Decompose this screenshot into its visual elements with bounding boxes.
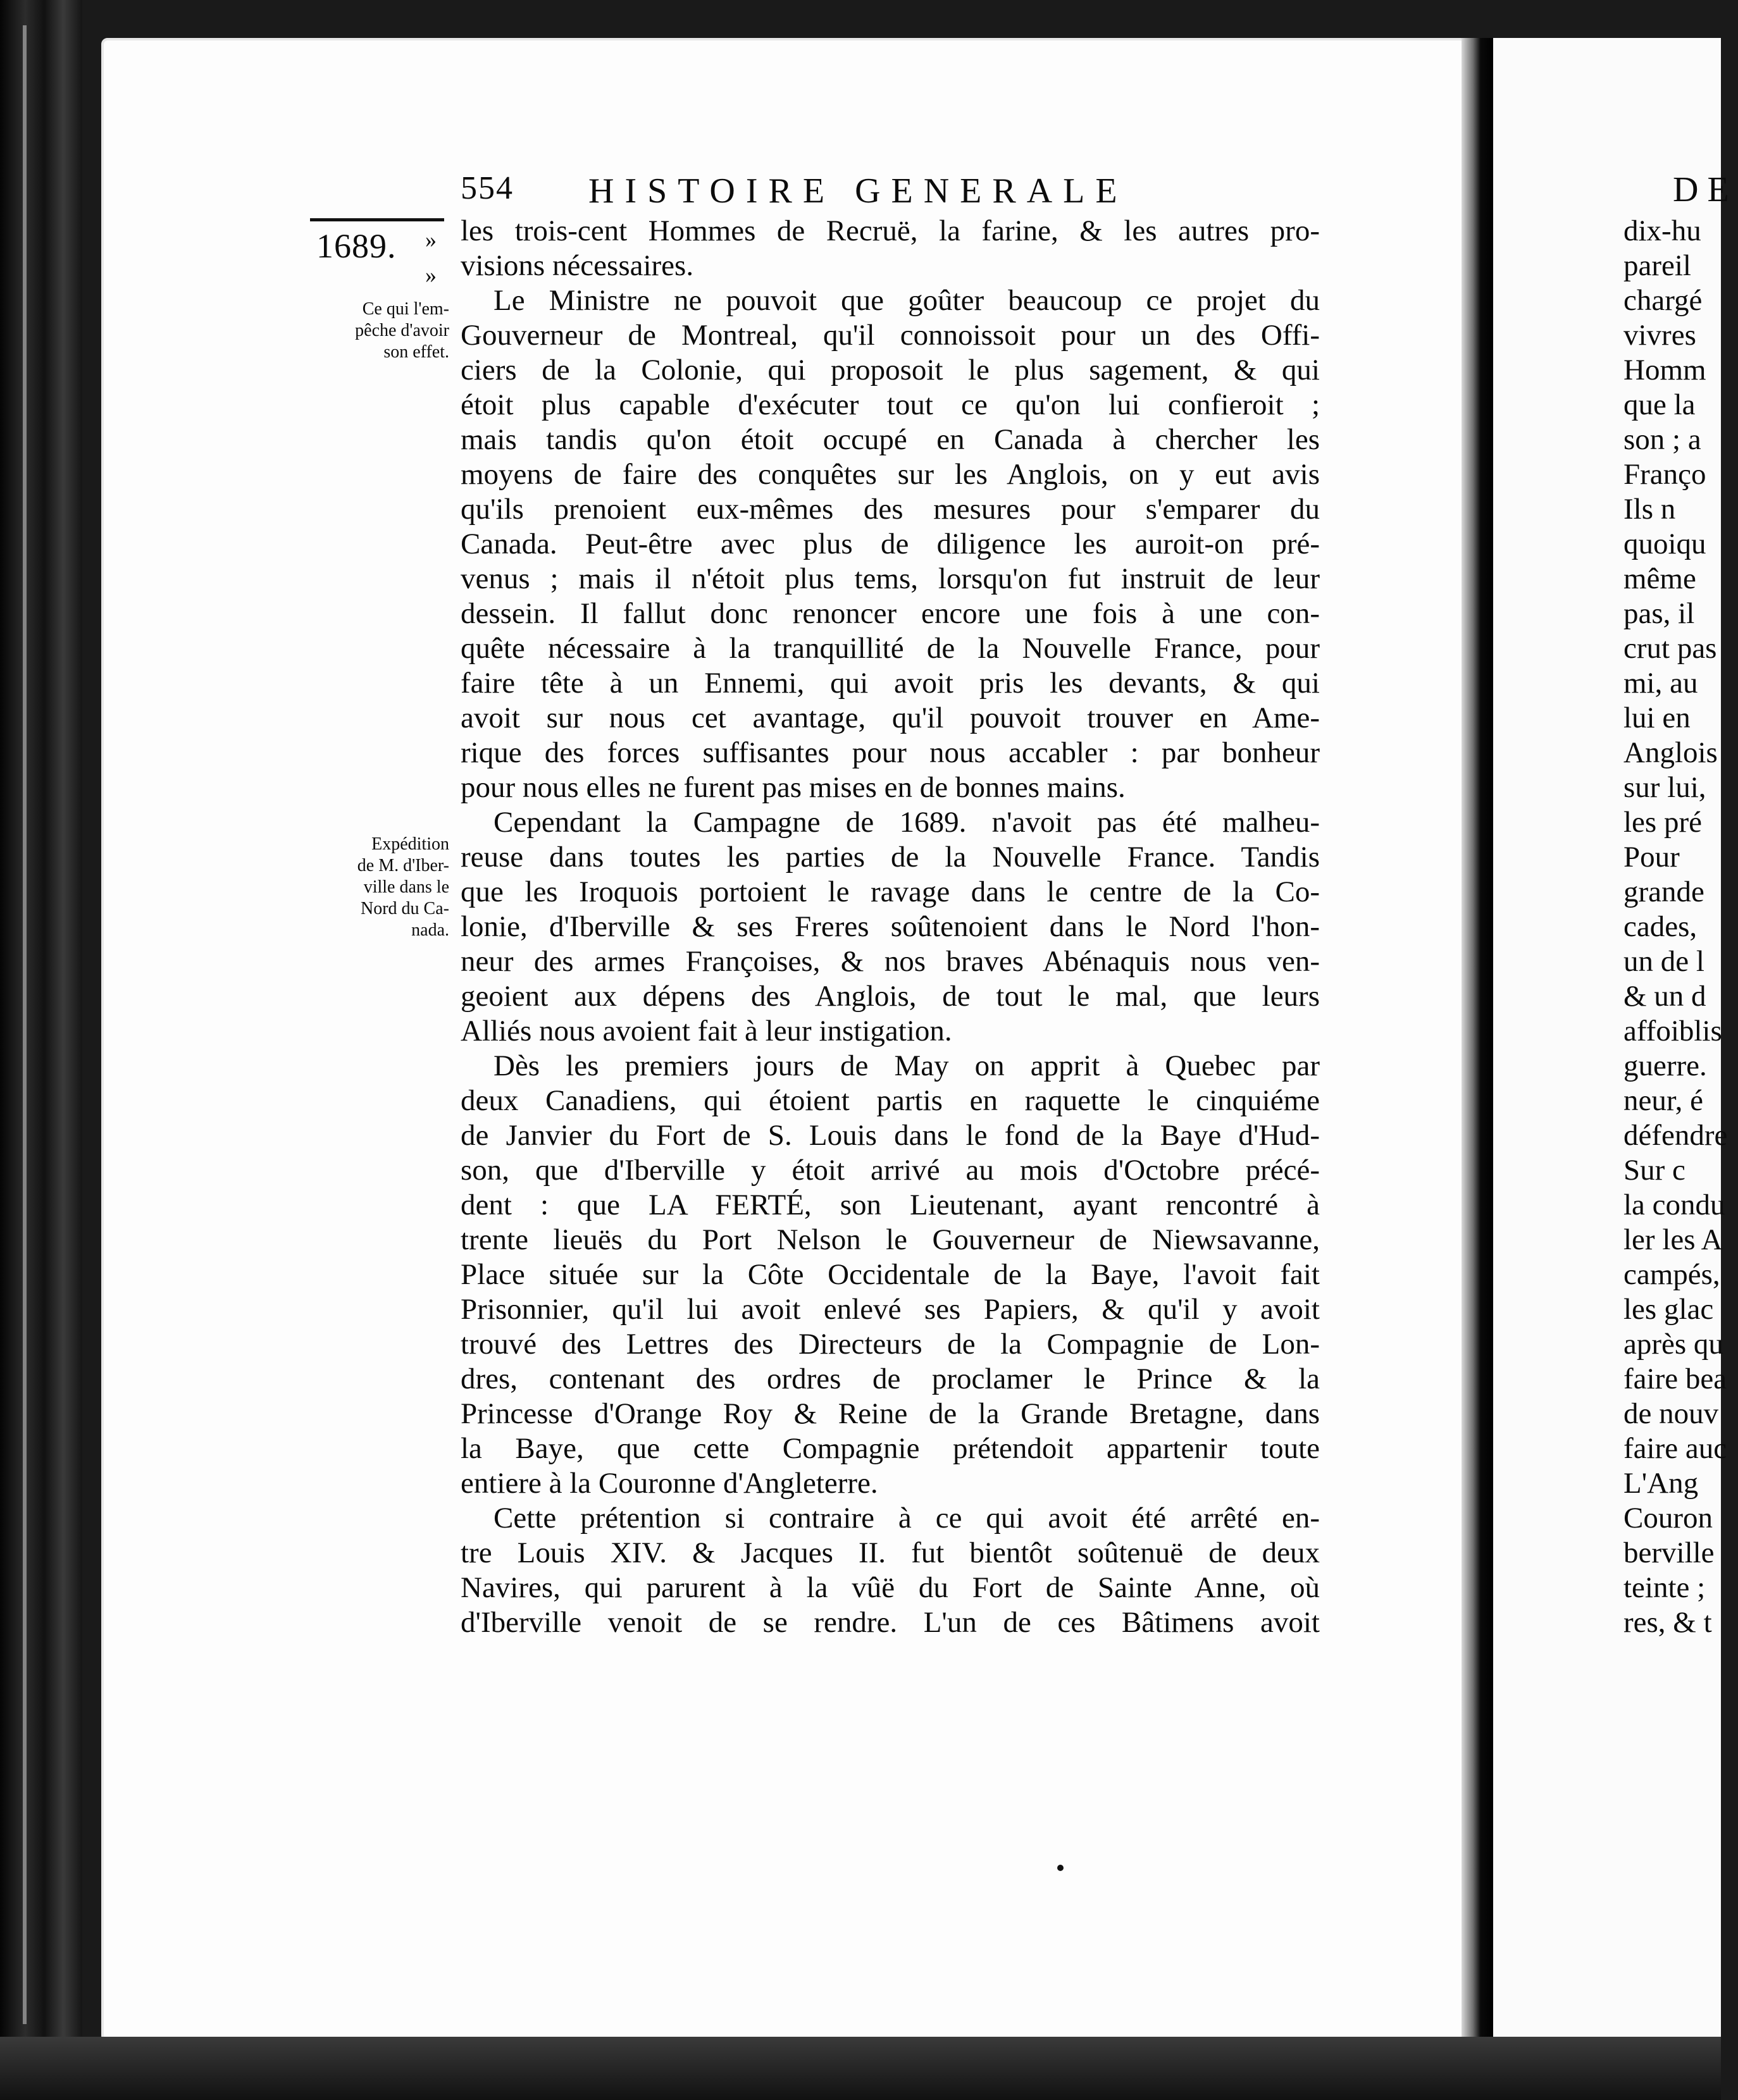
text-line: guerre. [1623, 1049, 1707, 1082]
text-line: que les Iroquois portoient le ravage dans le centre de la Co- [461, 875, 1320, 908]
side-note: Expédition de M. d'Iber- ville dans le Nord du Ca- nada. [357, 834, 449, 940]
text-line: Prisonnier, qu'il lui avoit enlevé ses Papiers, & qu'il y avoit [461, 1293, 1320, 1326]
text-line: geoient aux dépens des Anglois, de tout le mal, que leurs [461, 980, 1320, 1013]
text-line: dent : que LA FERTÉ, son Lieutenant, ayant rencontré à [461, 1189, 1320, 1221]
text-line: Le Ministre ne pouvoit que goûter beaucoup ce projet du [493, 284, 1320, 317]
text-line: Franço [1623, 458, 1706, 491]
text-line: Gouverneur de Montreal, qu'il connoissoit pour un des Offi- [461, 319, 1320, 352]
text-line: res, & t [1623, 1606, 1712, 1639]
text-line: avoit sur nous cet avantage, qu'il pouvoit trouver en Ame- [461, 701, 1320, 734]
text-line: que la [1623, 388, 1696, 421]
text-line: dres, contenant des ordres de proclamer le Prince & la [461, 1362, 1320, 1395]
text-line: lonie, d'Iberville & ses Freres soûtenoient dans le Nord l'hon- [461, 910, 1320, 943]
text-line: mais tandis qu'on étoit occupé en Canada à chercher les [461, 423, 1320, 456]
text-line: les pré [1623, 806, 1702, 839]
text-line: pour nous elles ne furent pas mises en de bonnes mains. [461, 771, 1126, 804]
bottom-edge-shadow [0, 2037, 1721, 2100]
text-line: Homm [1623, 354, 1706, 386]
text-line: visions nécessaires. [461, 249, 694, 282]
text-line: & un d [1623, 980, 1706, 1013]
text-line: Princesse d'Orange Roy & Reine de la Grande Bretagne, dans [461, 1397, 1320, 1430]
text-line: ler les A [1623, 1223, 1723, 1256]
text-line: faire tête à un Ennemi, qui avoit pris les devants, & qui [461, 667, 1320, 700]
quote-mark: » [425, 227, 437, 252]
side-note: Ce qui l'em- pêche d'avoir son effet. [355, 299, 449, 362]
text-line: les glac [1623, 1293, 1714, 1326]
margin-year: 1689. [316, 227, 397, 265]
text-line: les trois-cent Hommes de Recruë, la farine, & les autres pro- [461, 214, 1320, 247]
text-line: même [1623, 562, 1696, 595]
text-line: deux Canadiens, qui étoient partis en raquette le cinquiéme [461, 1084, 1320, 1117]
body-text [461, 214, 1320, 1640]
text-line: Ils n [1623, 493, 1676, 526]
text-line: qu'ils prenoient eux-mêmes des mesures pour s'emparer du [461, 493, 1320, 526]
text-line: trente lieuës du Port Nelson le Gouverneur de Niewsavanne, [461, 1223, 1320, 1256]
text-line: un de l [1623, 945, 1704, 978]
text-line: reuse dans toutes les parties de la Nouvelle France. Tandis [461, 841, 1320, 874]
text-line: dix-hu [1623, 214, 1701, 247]
text-line: tre Louis XIV. & Jacques II. fut bientôt soûtenuë de deux [461, 1536, 1320, 1569]
text-line: pareil [1623, 249, 1691, 282]
text-line: L'Ang [1623, 1467, 1699, 1500]
right-page-text [1623, 214, 1728, 1640]
text-line: teinte ; [1623, 1571, 1706, 1604]
text-line: quoiqu [1623, 528, 1706, 560]
text-line: Canada. Peut-être avec plus de diligence les auroit-on pré- [461, 528, 1320, 560]
text-line: entiere à la Couronne d'Angleterre. [461, 1467, 878, 1500]
text-line: Couron [1623, 1502, 1713, 1535]
text-line: venus ; mais il n'étoit plus tems, lorsqu'on fut instruit de leur [461, 562, 1320, 595]
text-line: son ; a [1623, 423, 1701, 456]
text-line: dessein. Il fallut donc renoncer encore une fois à une con- [461, 597, 1320, 630]
book-binding [0, 0, 82, 2100]
text-line: faire bea [1623, 1362, 1727, 1395]
page-number: 554 [461, 170, 514, 206]
text-line: la Baye, que cette Compagnie prétendoit appartenir toute [461, 1432, 1320, 1465]
text-line: son, que d'Iberville y étoit arrivé au mois d'Octobre précé- [461, 1154, 1320, 1187]
text-line: Place située sur la Côte Occidentale de la Baye, l'avoit fait [461, 1258, 1320, 1291]
text-line: Navires, qui parurent à la vûë du Fort de Sainte Anne, où [461, 1571, 1320, 1604]
text-line: défendre [1623, 1119, 1728, 1152]
text-line: sur lui, [1623, 771, 1706, 804]
text-line: neur, é [1623, 1084, 1703, 1117]
text-line: d'Iberville venoit de se rendre. L'un de ces Bâtimens avoit [461, 1606, 1320, 1639]
text-line: étoit plus capable d'exécuter tout ce qu'on lui confieroit ; [461, 388, 1320, 421]
binding-highlight [23, 25, 27, 2024]
quote-mark: » [425, 262, 437, 288]
text-line: Sur c [1623, 1154, 1685, 1187]
text-line: la condu [1623, 1189, 1725, 1221]
page-gutter [1462, 38, 1493, 2037]
text-line: de Janvier du Fort de S. Louis dans le fond de la Baye d'Hud- [461, 1119, 1320, 1152]
text-line: chargé [1623, 284, 1703, 317]
text-line: trouvé des Lettres des Directeurs de la Compagnie de Lon- [461, 1328, 1320, 1361]
text-line: Dès les premiers jours de May on apprit à Quebec par [493, 1049, 1320, 1082]
text-line: Cette prétention si contraire à ce qui avoit été arrêté en- [493, 1502, 1320, 1535]
text-line: Pour [1623, 841, 1680, 874]
text-line: cades, [1623, 910, 1698, 943]
text-line: après qu [1623, 1328, 1723, 1361]
text-line: affoiblis [1623, 1015, 1722, 1047]
text-line: campés, [1623, 1258, 1720, 1291]
running-title: HISTOIRE GENERALE [588, 171, 1128, 211]
text-line: quête nécessaire à la tranquillité de la Nouvelle France, pour [461, 632, 1320, 665]
text-line: Alliés nous avoient fait à leur instigation. [461, 1015, 952, 1047]
right-page-head: DE [1673, 170, 1738, 209]
text-line: rique des forces suffisantes pour nous accabler : par bonheur [461, 736, 1320, 769]
text-line: mi, au [1623, 667, 1698, 700]
text-line: neur des armes Françoises, & nos braves Abénaquis nous ven- [461, 945, 1320, 978]
text-line: lui en [1623, 701, 1691, 734]
text-line: ciers de la Colonie, qui proposoit le plus sagement, & qui [461, 354, 1320, 386]
ink-dot [1057, 1865, 1064, 1871]
text-line: vivres [1623, 319, 1696, 352]
text-line: crut pas [1623, 632, 1717, 665]
text-line: berville [1623, 1536, 1715, 1569]
text-line: pas, il [1623, 597, 1695, 630]
text-line: grande [1623, 875, 1704, 908]
text-line: faire auc [1623, 1432, 1727, 1465]
text-line: moyens de faire des conquêtes sur les Anglois, on y eut avis [461, 458, 1320, 491]
text-line: Anglois [1623, 736, 1718, 769]
margin-rule [310, 218, 444, 221]
text-line: de nouv [1623, 1397, 1719, 1430]
text-line: Cependant la Campagne de 1689. n'avoit pas été malheu- [493, 806, 1320, 839]
